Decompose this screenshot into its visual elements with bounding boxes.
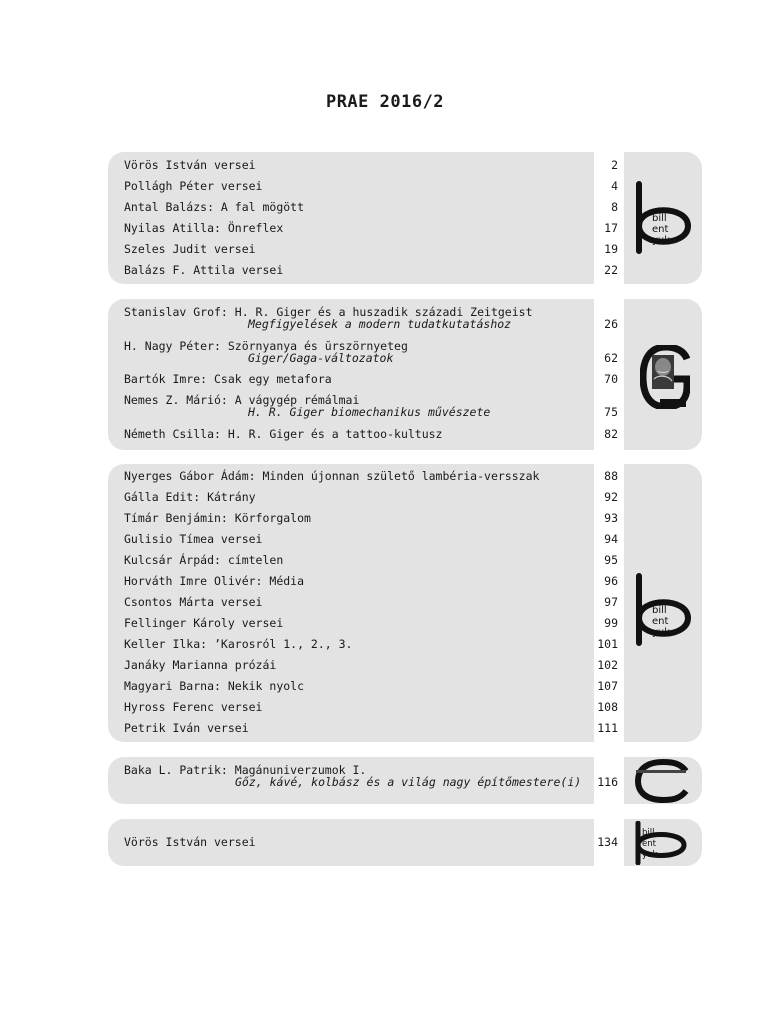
toc-entry[interactable]: Bartók Imre: Csak egy metafora (124, 372, 332, 386)
toc-entry[interactable]: Hyross Ferenc versei (124, 700, 263, 714)
page-number: 94 (604, 532, 618, 546)
svg-text:yuk: yuk (652, 235, 671, 246)
page-number: 88 (604, 469, 618, 483)
bill-ent-yuk-logo-icon (630, 572, 696, 648)
toc-section-1 (108, 152, 702, 284)
svg-text:ent: ent (652, 224, 669, 235)
page-number: 102 (597, 658, 618, 672)
svg-text:yuk: yuk (652, 627, 671, 638)
page-number: 116 (597, 775, 618, 789)
toc-entry[interactable]: Balázs F. Attila versei (124, 263, 284, 277)
toc-entry[interactable]: Gulisio Tímea versei (124, 532, 263, 546)
svg-text:yuk: yuk (642, 850, 658, 860)
page-number: 97 (604, 595, 618, 609)
toc-entry[interactable]: Szeles Judit versei (124, 242, 256, 256)
svg-text:bill: bill (652, 605, 667, 616)
page-number: 93 (604, 511, 618, 525)
giger-logo-icon (640, 345, 690, 409)
page-number: 2 (611, 158, 618, 172)
toc-entry[interactable]: Gálla Edit: Kátrány (124, 490, 256, 504)
toc-entry[interactable]: Csontos Márta versei (124, 595, 263, 609)
toc-section-2 (108, 299, 702, 450)
page-number: 17 (604, 221, 618, 235)
toc-entry[interactable]: Nyerges Gábor Ádám: Minden újonnan születő lambéria-versszak (124, 469, 540, 483)
page-number: 75 (604, 405, 618, 419)
toc-entry[interactable]: Kulcsár Árpád: címtelen (124, 553, 284, 567)
svg-text:ent: ent (642, 839, 656, 849)
page-number: 134 (597, 835, 618, 849)
toc-entry[interactable]: Vörös István versei (124, 158, 256, 172)
page-number: 95 (604, 553, 618, 567)
toc-section-5 (108, 819, 702, 866)
toc-entry-subtitle: Gőz, kávé, kolbász és a világ nagy építőmestere(i) (235, 775, 582, 789)
page-number: 82 (604, 427, 618, 441)
page-number: 8 (611, 200, 618, 214)
toc-entry[interactable]: Magyari Barna: Nekik nyolc (124, 679, 305, 693)
svg-text:ent: ent (652, 616, 669, 627)
toc-entry-subtitle: Giger/Gaga-változatok (248, 351, 394, 365)
toc-entry[interactable]: Keller Ilka: ʼKarosról 1., 2., 3. (124, 637, 353, 651)
toc-entry[interactable]: Stanislav Grof: H. R. Giger és a huszadik századi Zeitgeist (124, 305, 533, 319)
svg-text:bill: bill (642, 828, 655, 838)
c-logo-icon (630, 759, 692, 803)
toc-section-4 (108, 757, 702, 804)
toc-entry[interactable]: Nemes Z. Márió: A vágygép rémálmai (124, 393, 360, 407)
page-number: 108 (597, 700, 618, 714)
page-number: 96 (604, 574, 618, 588)
page-number: 26 (604, 317, 618, 331)
toc-entry[interactable]: Fellinger Károly versei (124, 616, 284, 630)
bill-ent-yuk-logo-icon (630, 180, 696, 256)
toc-entry[interactable]: Pollágh Péter versei (124, 179, 263, 193)
toc-entry[interactable]: Janáky Marianna prózái (124, 658, 277, 672)
page-number: 99 (604, 616, 618, 630)
page-number: 4 (611, 179, 618, 193)
page-number: 19 (604, 242, 618, 256)
toc-entry[interactable]: Nyilas Atilla: Önreflex (124, 221, 284, 235)
toc-entry[interactable]: H. Nagy Péter: Szörnyanya és ŭrszörnyeteg (124, 339, 408, 353)
page-number: 92 (604, 490, 618, 504)
toc-entry[interactable]: Petrik Iván versei (124, 721, 249, 735)
toc-entry[interactable]: Tímár Benjámin: Körforgalom (124, 511, 311, 525)
page-title: PRAE 2016/2 (325, 92, 445, 112)
bill-ent-yuk-logo-icon (630, 821, 692, 865)
toc-entry[interactable]: Antal Balázs: A fal mögött (124, 200, 305, 214)
svg-text:bill: bill (652, 213, 667, 224)
toc-section-3 (108, 464, 702, 742)
toc-entry[interactable]: Vörös István versei (124, 835, 256, 849)
toc-entry-subtitle: Megfigyelések a modern tudatkutatáshoz (248, 317, 512, 331)
page-number: 62 (604, 351, 618, 365)
page-number: 101 (597, 637, 618, 651)
toc-entry[interactable]: Horváth Imre Olivér: Média (124, 574, 305, 588)
toc-entry[interactable]: Németh Csilla: H. R. Giger és a tattoo-kultusz (124, 427, 443, 441)
page-number: 107 (597, 679, 618, 693)
toc-entry[interactable]: Baka L. Patrik: Magánuniverzumok I. (124, 763, 367, 777)
page-number: 111 (597, 721, 618, 735)
toc-entry-subtitle: H. R. Giger biomechanikus művészete (248, 405, 491, 419)
page-number: 70 (604, 372, 618, 386)
page-number: 22 (604, 263, 618, 277)
